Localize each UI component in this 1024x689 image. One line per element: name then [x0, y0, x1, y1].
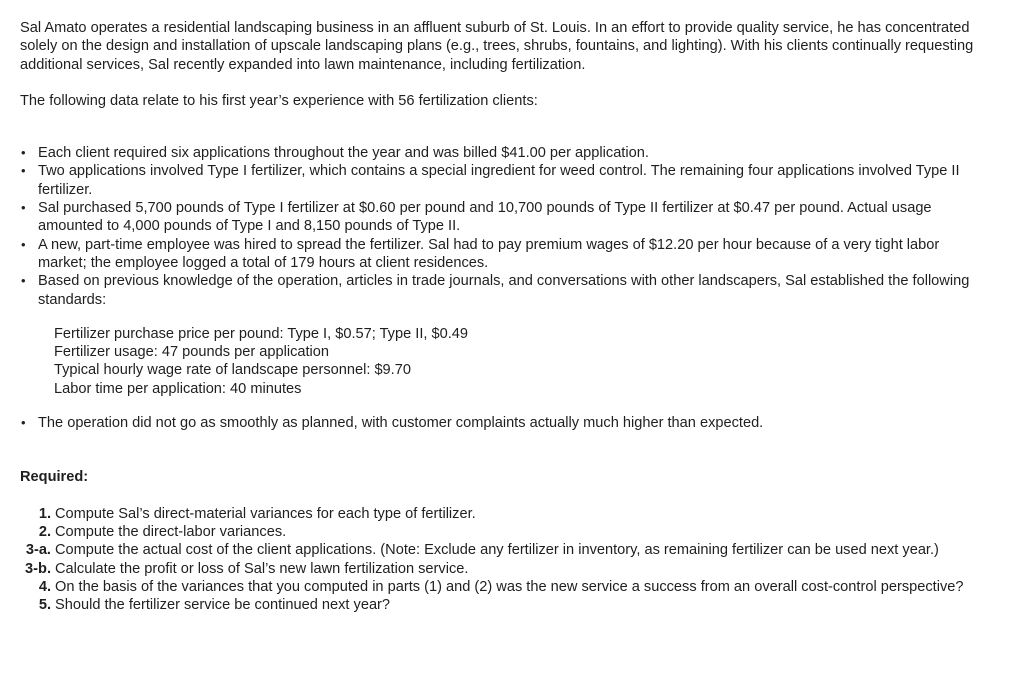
list-item: • Based on previous knowledge of the operation, articles in trade journals, and conversations with other landscapers, Sal established the following standards: — [20, 272, 986, 309]
list-item: • The operation did not go as smoothly as planned, with customer complaints actually much higher than expected. — [20, 414, 986, 432]
required-item — [20, 596, 986, 614]
required-item — [20, 541, 986, 559]
required-text: On the basis of the variances that you computed in parts (1) and (2) was the new service a success from an overall cost-control perspective? — [55, 578, 964, 595]
required-number: 4. — [38, 578, 51, 595]
standard-line: Fertilizer usage: 47 pounds per application — [54, 344, 330, 361]
standard-line: Labor time per application: 40 minutes — [54, 380, 302, 397]
lead-paragraph: The following data relate to his first year’s experience with 56 fertilization clients: — [20, 92, 538, 109]
required-number: 3-b. — [25, 560, 51, 577]
required-number: 2. — [38, 523, 51, 540]
required-text: Compute the direct-labor variances. — [55, 523, 287, 540]
required-number: 1. — [38, 505, 51, 522]
required-text: Compute Sal’s direct-material variances for each type of fertilizer. — [55, 505, 476, 522]
list-item: • A new, part-time employee was hired to spread the fertilizer. Sal had to pay premium wages of $12.20 per hour because of a very tight labor market; the employee logged a total of 179 hours at client residences. — [20, 236, 986, 273]
standards-block — [54, 325, 986, 398]
required-text: Should the fertilizer service be continued next year? — [55, 597, 391, 614]
required-heading: Required: — [20, 469, 89, 486]
facts-list — [20, 144, 986, 309]
required-item — [20, 505, 986, 523]
intro-paragraph: Sal Amato operates a residential landscaping business in an affluent suburb of St. Louis. In an effort to provide quality service, he has concentrated solely on the design and installation of upscale landscaping plans (e.g., trees, shrubs, fountains, and lighting). With his clients continually requesting additional services, Sal recently expanded into lawn maintenance, including fertilization. — [20, 20, 974, 73]
standard-line: Typical hourly wage rate of landscape personnel: $9.70 — [54, 362, 411, 379]
list-item: • Sal purchased 5,700 pounds of Type I fertilizer at $0.60 per pound and 10,700 pounds of Type II fertilizer at $0.47 per pound. Actual usage amounted to 4,000 pounds of Type I and 8,150 pounds of Type II. — [20, 199, 986, 236]
required-item — [20, 523, 986, 541]
required-number: 3-a. — [25, 542, 51, 559]
required-item — [20, 560, 986, 578]
list-item: • Two applications involved Type I fertilizer, which contains a special ingredient for weed control. The remaining four applications involved Type II fertilizer. — [20, 162, 986, 199]
list-item: • Each client required six applications throughout the year and was billed $41.00 per application. — [20, 144, 986, 162]
required-number: 5. — [38, 597, 51, 614]
required-list — [20, 505, 986, 615]
facts-list-continued — [20, 414, 986, 432]
standard-line: Fertilizer purchase price per pound: Type I, $0.57; Type II, $0.49 — [54, 325, 469, 342]
required-item — [20, 578, 986, 596]
required-text: Calculate the profit or loss of Sal’s new lawn fertilization service. — [55, 560, 469, 577]
required-text: Compute the actual cost of the client applications. (Note: Exclude any fertilizer in inventory, as remaining fertilizer can be used next year.) — [55, 542, 939, 559]
